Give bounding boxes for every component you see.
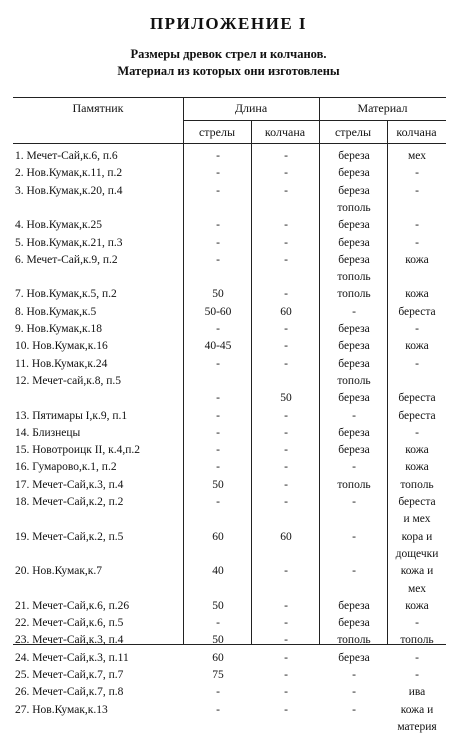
material-arrows-cell: - — [352, 409, 356, 422]
header-monument: Памятник — [72, 101, 124, 115]
monument-cell: 1. Мечет-Сай,к.6, п.6 — [15, 150, 118, 162]
table-row — [13, 425, 446, 442]
material-arrows-cell: береза — [338, 340, 370, 353]
length-quiver-cell: - — [284, 461, 288, 474]
length-arrows-cell: 40-45 — [204, 340, 232, 353]
material-quiver-cell: тополь — [400, 478, 434, 491]
length-arrows-cell: - — [216, 357, 220, 370]
monument-cell: 26. Мечет-Сай,к.7, п.8 — [15, 686, 124, 699]
length-arrows-cell: - — [216, 150, 220, 162]
material-arrows-cell: береза — [338, 219, 370, 232]
material-quiver-cell: береста — [398, 305, 436, 318]
monument-cell: 17. Мечет-Сай,к.3, п.4 — [15, 478, 124, 491]
length-quiver-cell: - — [284, 634, 288, 647]
material-quiver-cell: береста — [398, 496, 436, 508]
monument-cell: 6. Мечет-Сай,к.9, п.2 — [15, 253, 118, 266]
material-quiver-cell: - — [415, 651, 419, 664]
material-quiver-cell: - — [415, 236, 419, 249]
table-row — [13, 183, 446, 200]
material-arrows-cell: - — [352, 305, 356, 318]
material-arrows-cell: береза — [338, 323, 370, 335]
length-quiver-cell: - — [284, 496, 288, 508]
material-arrows-cell: тополь — [337, 478, 371, 491]
header-material: Материал — [357, 101, 408, 115]
table-row — [13, 304, 446, 321]
monument-cell: 7. Нов.Кумак,к.5, п.2 — [15, 288, 117, 301]
header-material-arrows: стрелы — [334, 125, 372, 139]
material-arrows-cell: береза — [338, 444, 370, 457]
length-quiver-cell: - — [284, 426, 288, 439]
material-arrows-cell: береза — [338, 651, 370, 664]
material-quiver-cell: - — [415, 323, 419, 335]
monument-cell: 8. Нов.Кумак,к.5 — [15, 305, 97, 318]
material-quiver-cell: береста — [398, 409, 436, 422]
length-quiver-cell: - — [284, 150, 288, 162]
length-quiver-cell: - — [284, 167, 288, 180]
monument-cell: 22. Мечет-Сай,к.6, п.5 — [15, 617, 124, 630]
table-row — [13, 235, 446, 252]
data-table — [13, 97, 446, 733]
header-length-arrows: стрелы — [198, 125, 236, 139]
table-row — [13, 598, 446, 615]
monument-cell: 4. Нов.Кумак,к.25 — [15, 219, 102, 232]
length-arrows-cell: - — [216, 496, 220, 508]
material-quiver-cell: - — [415, 617, 419, 630]
table-row — [13, 356, 446, 373]
monument-cell: 2. Нов.Кумак,к.11, п.2 — [15, 167, 123, 180]
length-quiver-cell: - — [284, 703, 288, 716]
table-row — [13, 702, 446, 719]
material-arrows-cell: береза — [338, 167, 370, 180]
table-row — [13, 338, 446, 355]
monument-cell: 21. Мечет-Сай,к.6, п.26 — [15, 599, 130, 612]
material-arrows-cell: - — [352, 703, 356, 716]
table-row — [13, 494, 446, 511]
length-quiver-cell: - — [284, 357, 288, 370]
material-arrows-cell: тополь — [337, 374, 371, 387]
material-quiver-cell: кожа — [405, 444, 429, 457]
monument-cell: 18. Мечет-Сай,к.2, п.2 — [15, 496, 124, 508]
table-row — [13, 148, 446, 165]
material-arrows-cell: береза — [338, 617, 370, 630]
material-arrows-cell: береза — [338, 357, 370, 370]
table-row — [13, 581, 446, 598]
table-row — [13, 286, 446, 303]
material-arrows-cell: береза — [338, 253, 370, 266]
table-row — [13, 719, 446, 736]
material-arrows-cell: тополь — [337, 201, 371, 214]
table-row — [13, 546, 446, 563]
material-arrows-cell: - — [352, 669, 356, 681]
table-row — [13, 667, 446, 684]
length-arrows-cell: - — [216, 184, 220, 197]
material-quiver-cell: - — [415, 357, 419, 370]
header-divider — [183, 120, 446, 121]
table-row — [13, 529, 446, 546]
table-row — [13, 442, 446, 459]
length-quiver-cell: 50 — [280, 392, 292, 405]
length-quiver-cell: - — [284, 478, 288, 491]
material-quiver-cell: мех — [408, 150, 426, 162]
material-quiver-cell: кожа — [405, 599, 429, 612]
header-length-quiver: колчана — [264, 125, 306, 139]
material-arrows-cell: береза — [338, 236, 370, 249]
monument-cell: 16. Гумарово,к.1, п.2 — [15, 461, 117, 474]
length-arrows-cell: - — [216, 426, 220, 439]
length-arrows-cell: - — [216, 409, 220, 422]
table-row — [13, 650, 446, 667]
material-arrows-cell: - — [352, 461, 356, 474]
length-quiver-cell: - — [284, 184, 288, 197]
table-row — [13, 390, 446, 407]
length-arrows-cell: 40 — [212, 565, 224, 578]
table-row — [13, 252, 446, 269]
length-quiver-cell: - — [284, 340, 288, 353]
length-arrows-cell: 50 — [212, 599, 224, 612]
length-arrows-cell: - — [216, 461, 220, 474]
page-title: ПРИЛОЖЕНИЕ I — [149, 14, 308, 33]
length-arrows-cell: - — [216, 617, 220, 630]
table-row — [13, 165, 446, 182]
length-quiver-cell: 60 — [280, 305, 292, 318]
material-quiver-cell: материя — [397, 720, 437, 733]
monument-cell: 11. Нов.Кумак,к.24 — [15, 357, 108, 370]
material-quiver-cell: кожа и — [400, 703, 434, 716]
material-quiver-cell: кожа и — [400, 565, 434, 578]
length-arrows-cell: 60 — [212, 651, 224, 664]
length-quiver-cell: - — [284, 288, 288, 301]
material-arrows-cell: береза — [338, 184, 370, 197]
material-quiver-cell: - — [415, 669, 419, 681]
material-quiver-cell: тополь — [400, 634, 434, 647]
monument-cell: 9. Нов.Кумак,к.18 — [15, 323, 102, 335]
material-arrows-cell: - — [352, 565, 356, 578]
table-row — [13, 511, 446, 528]
material-arrows-cell: береза — [338, 150, 370, 162]
table-row — [13, 373, 446, 390]
table-row — [13, 615, 446, 632]
length-arrows-cell: - — [216, 167, 220, 180]
length-quiver-cell: - — [284, 686, 288, 699]
length-arrows-cell: - — [216, 686, 220, 699]
table-row — [13, 321, 446, 338]
material-quiver-cell: ива — [408, 686, 426, 699]
length-arrows-cell: - — [216, 392, 220, 405]
length-quiver-cell: - — [284, 323, 288, 335]
material-arrows-cell: - — [352, 530, 356, 543]
length-quiver-cell: - — [284, 669, 288, 681]
length-arrows-cell: - — [216, 444, 220, 457]
length-arrows-cell: 75 — [212, 669, 224, 681]
table-row — [13, 408, 446, 425]
monument-cell: 20. Нов.Кумак,к.7 — [15, 565, 102, 578]
length-arrows-cell: - — [216, 703, 220, 716]
length-arrows-cell: - — [216, 236, 220, 249]
length-arrows-cell: 50 — [212, 478, 224, 491]
material-quiver-cell: кожа — [405, 340, 429, 353]
table-row — [13, 684, 446, 701]
material-quiver-cell: - — [415, 219, 419, 232]
material-quiver-cell: кожа — [405, 461, 429, 474]
table-row — [13, 200, 446, 217]
subtitle-line-1: Размеры древок стрел и колчанов. — [130, 47, 327, 61]
length-arrows-cell: - — [216, 219, 220, 232]
length-arrows-cell: 50 — [212, 634, 224, 647]
monument-cell: 10. Нов.Кумак,к.16 — [15, 340, 108, 353]
header-material-quiver: колчана — [396, 125, 437, 139]
length-arrows-cell: 50-60 — [204, 305, 232, 318]
material-quiver-cell: - — [415, 426, 419, 439]
length-quiver-cell: - — [284, 409, 288, 422]
monument-cell: 19. Мечет-Сай,к.2, п.5 — [15, 530, 124, 543]
material-arrows-cell: тополь — [337, 271, 371, 284]
material-arrows-cell: береза — [338, 392, 370, 405]
table-row — [13, 217, 446, 234]
header-length: Длина — [234, 101, 268, 115]
monument-cell: 25. Мечет-Сай,к.7, п.7 — [15, 669, 124, 681]
monument-cell: 14. Близнецы — [15, 426, 81, 439]
monument-cell: 27. Нов.Кумак,к.13 — [15, 703, 108, 716]
table-row — [13, 632, 446, 649]
material-quiver-cell: береста — [398, 392, 436, 405]
table-row — [13, 477, 446, 494]
length-quiver-cell: - — [284, 617, 288, 630]
material-quiver-cell: и мех — [403, 513, 431, 526]
material-arrows-cell: береза — [338, 426, 370, 439]
material-quiver-cell: - — [415, 167, 419, 180]
length-quiver-cell: - — [284, 599, 288, 612]
monument-cell: 3. Нов.Кумак,к.20, п.4 — [15, 184, 123, 197]
subtitle-line-2: Материал из которых они изготовлены — [117, 64, 340, 78]
material-arrows-cell: тополь — [337, 634, 371, 647]
material-arrows-cell: - — [352, 686, 356, 699]
material-arrows-cell: тополь — [337, 288, 371, 301]
material-quiver-cell: кожа — [405, 288, 429, 301]
monument-cell: 12. Мечет-сай,к.8, п.5 — [15, 374, 122, 387]
length-arrows-cell: 50 — [212, 288, 224, 301]
header-divider — [13, 143, 446, 144]
length-quiver-cell: 60 — [280, 530, 292, 543]
table-row — [13, 269, 446, 286]
length-quiver-cell: - — [284, 565, 288, 578]
material-quiver-cell: - — [415, 184, 419, 197]
monument-cell: 23. Мечет-Сай,к.3, п.4 — [15, 634, 124, 647]
table-row — [13, 563, 446, 580]
material-arrows-cell: береза — [338, 599, 370, 612]
monument-cell: 5. Нов.Кумак,к.21, п.3 — [15, 236, 123, 249]
length-quiver-cell: - — [284, 444, 288, 457]
length-quiver-cell: - — [284, 219, 288, 232]
monument-cell: 15. Новотроицк II, к.4,п.2 — [15, 444, 140, 457]
material-quiver-cell: кора и — [401, 530, 433, 543]
material-arrows-cell: - — [352, 496, 356, 508]
material-quiver-cell: дощечки — [395, 547, 439, 560]
material-quiver-cell: кожа — [405, 253, 429, 266]
length-quiver-cell: - — [284, 253, 288, 266]
length-arrows-cell: - — [216, 253, 220, 266]
length-quiver-cell: - — [284, 651, 288, 664]
monument-cell: 24. Мечет-Сай,к.3, п.11 — [15, 651, 129, 664]
table-row — [13, 459, 446, 476]
length-quiver-cell: - — [284, 236, 288, 249]
length-arrows-cell: 60 — [212, 530, 224, 543]
monument-cell: 13. Пятимары I,к.9, п.1 — [15, 409, 128, 422]
material-quiver-cell: мех — [408, 582, 426, 595]
length-arrows-cell: - — [216, 323, 220, 335]
